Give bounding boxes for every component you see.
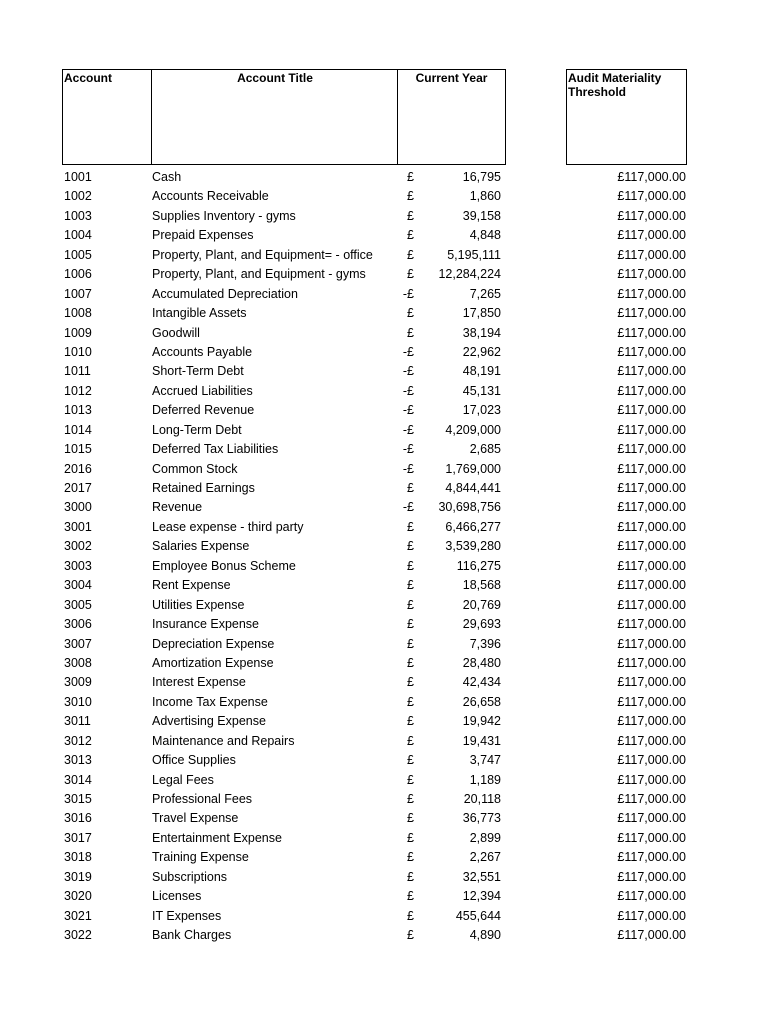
- header-materiality-cell[interactable]: [566, 69, 687, 165]
- account-title-cell[interactable]: Licenses: [152, 889, 202, 904]
- account-cell[interactable]: 2017: [64, 481, 92, 495]
- table-row[interactable]: [0, 789, 768, 808]
- table-row[interactable]: [0, 847, 768, 866]
- account-title-cell[interactable]: Accrued Liabilities: [152, 383, 253, 398]
- current-year-amount-cell[interactable]: 2,899: [469, 830, 501, 845]
- account-cell[interactable]: 3014: [64, 772, 92, 787]
- table-row[interactable]: [0, 439, 768, 458]
- table-row[interactable]: [0, 536, 768, 555]
- materiality-threshold-cell[interactable]: £117,000.00: [617, 403, 686, 418]
- materiality-threshold-cell[interactable]: £117,000.00: [617, 655, 686, 670]
- account-cell[interactable]: 3020: [64, 889, 92, 904]
- account-title-cell[interactable]: Property, Plant, and Equipment= - office: [152, 247, 373, 262]
- materiality-threshold-cell[interactable]: £117,000.00: [617, 792, 686, 806]
- table-row[interactable]: [0, 906, 768, 925]
- currency-sign-cell[interactable]: £: [407, 675, 414, 690]
- materiality-threshold-cell[interactable]: £117,000.00: [617, 364, 686, 379]
- current-year-amount-cell[interactable]: 1,769,000: [445, 461, 501, 476]
- table-row[interactable]: [0, 711, 768, 730]
- current-year-amount-cell[interactable]: 3,747: [469, 753, 501, 768]
- account-cell[interactable]: 3011: [64, 714, 91, 729]
- currency-sign-cell[interactable]: £: [407, 519, 414, 534]
- current-year-amount-cell[interactable]: 20,118: [463, 792, 501, 806]
- table-row[interactable]: [0, 517, 768, 536]
- materiality-threshold-cell[interactable]: £117,000.00: [617, 306, 686, 321]
- account-title-cell[interactable]: Employee Bonus Scheme: [152, 558, 296, 573]
- table-row[interactable]: [0, 459, 768, 478]
- currency-sign-cell[interactable]: -£: [402, 461, 414, 476]
- current-year-amount-cell[interactable]: 29,693: [462, 617, 501, 632]
- account-title-cell[interactable]: Salaries Expense: [152, 539, 250, 554]
- account-cell[interactable]: 1004: [64, 228, 92, 243]
- currency-sign-cell[interactable]: £: [407, 636, 414, 651]
- account-cell[interactable]: 2016: [64, 461, 92, 476]
- header-materiality-label: Audit Materiality Threshold: [568, 71, 662, 99]
- account-cell[interactable]: 1010: [64, 344, 92, 359]
- materiality-threshold-cell[interactable]: £117,000.00: [617, 850, 686, 865]
- materiality-threshold-cell[interactable]: £117,000.00: [617, 889, 686, 904]
- currency-sign-cell[interactable]: £: [407, 694, 414, 709]
- currency-sign-cell[interactable]: £: [407, 208, 414, 223]
- account-cell[interactable]: 1005: [64, 247, 92, 262]
- account-title-cell[interactable]: Deferred Tax Liabilities: [152, 442, 279, 457]
- table-row[interactable]: [0, 497, 768, 516]
- currency-sign-cell[interactable]: £: [407, 830, 414, 845]
- current-year-amount-cell[interactable]: 2,685: [469, 442, 501, 457]
- currency-sign-cell[interactable]: £: [407, 655, 414, 670]
- table-row[interactable]: [0, 303, 768, 322]
- materiality-threshold-cell[interactable]: £117,000.00: [617, 325, 686, 340]
- account-cell[interactable]: 3017: [64, 830, 92, 845]
- current-year-amount-cell[interactable]: 5,195,111: [447, 247, 501, 262]
- account-cell[interactable]: 3015: [64, 792, 92, 806]
- table-row[interactable]: [0, 381, 768, 400]
- current-year-amount-cell[interactable]: 28,480: [462, 655, 501, 670]
- current-year-amount-cell[interactable]: 7,265: [469, 286, 501, 301]
- currency-sign-cell[interactable]: £: [407, 772, 414, 787]
- account-cell[interactable]: 3008: [64, 655, 92, 670]
- current-year-amount-cell[interactable]: 26,658: [462, 694, 501, 709]
- current-year-amount-cell[interactable]: 32,551: [462, 869, 501, 884]
- materiality-threshold-cell[interactable]: £117,000.00: [617, 383, 686, 398]
- current-year-amount-cell[interactable]: 455,644: [455, 908, 501, 923]
- account-cell[interactable]: 1011: [64, 364, 91, 379]
- materiality-threshold-cell[interactable]: £117,000.00: [617, 422, 686, 437]
- current-year-amount-cell[interactable]: 4,890: [469, 928, 501, 943]
- table-row[interactable]: [0, 186, 768, 205]
- account-cell[interactable]: 3000: [64, 500, 92, 515]
- account-title-cell[interactable]: Travel Expense: [152, 811, 239, 826]
- materiality-threshold-cell[interactable]: £117,000.00: [617, 869, 686, 884]
- account-title-cell[interactable]: Legal Fees: [152, 772, 214, 787]
- account-title-cell[interactable]: Insurance Expense: [152, 617, 260, 632]
- account-cell[interactable]: 3012: [64, 733, 92, 748]
- materiality-threshold-cell[interactable]: £117,000.00: [617, 908, 686, 923]
- account-cell[interactable]: 3006: [64, 617, 92, 632]
- account-cell[interactable]: 1009: [64, 325, 92, 340]
- account-cell[interactable]: 3007: [64, 636, 92, 651]
- current-year-amount-cell[interactable]: 39,158: [462, 208, 501, 223]
- account-title-cell[interactable]: Bank Charges: [152, 928, 232, 943]
- materiality-threshold-cell[interactable]: £117,000.00: [617, 558, 686, 573]
- ledger-rows: [0, 167, 768, 945]
- table-row[interactable]: [0, 575, 768, 594]
- current-year-amount-cell[interactable]: 1,860: [469, 189, 501, 204]
- account-cell[interactable]: 3018: [64, 850, 92, 865]
- materiality-threshold-cell[interactable]: £117,000.00: [617, 694, 686, 709]
- table-row[interactable]: [0, 420, 768, 439]
- table-row[interactable]: [0, 925, 768, 944]
- account-title-cell[interactable]: Lease expense - third party: [152, 519, 304, 534]
- account-title-cell[interactable]: Amortization Expense: [152, 655, 274, 670]
- account-title-cell[interactable]: Training Expense: [152, 850, 249, 865]
- account-cell[interactable]: 3005: [64, 597, 92, 612]
- currency-sign-cell[interactable]: £: [407, 714, 414, 729]
- header-current-year-cell[interactable]: [397, 69, 506, 165]
- account-cell[interactable]: 1007: [64, 286, 92, 301]
- account-cell[interactable]: 3013: [64, 753, 92, 768]
- materiality-threshold-cell[interactable]: £117,000.00: [617, 461, 686, 476]
- current-year-amount-cell[interactable]: 20,769: [462, 597, 501, 612]
- materiality-threshold-cell[interactable]: £117,000.00: [617, 189, 686, 204]
- account-title-cell[interactable]: Interest Expense: [152, 675, 246, 690]
- materiality-threshold-cell[interactable]: £117,000.00: [617, 500, 686, 515]
- current-year-amount-cell[interactable]: 36,773: [462, 811, 501, 826]
- current-year-amount-cell[interactable]: 6,466,277: [445, 519, 501, 534]
- account-title-cell[interactable]: Income Tax Expense: [152, 694, 268, 709]
- current-year-amount-cell[interactable]: 38,194: [462, 325, 501, 340]
- table-row[interactable]: [0, 692, 768, 711]
- materiality-threshold-cell[interactable]: £117,000.00: [617, 928, 686, 943]
- header-title-cell[interactable]: [151, 69, 398, 165]
- header-current-year-label: Current Year: [415, 71, 488, 85]
- materiality-threshold-cell[interactable]: £117,000.00: [617, 636, 686, 651]
- currency-sign-cell[interactable]: £: [407, 733, 414, 748]
- table-row[interactable]: [0, 284, 768, 303]
- materiality-threshold-cell[interactable]: £117,000.00: [617, 481, 686, 495]
- account-title-cell[interactable]: Long-Term Debt: [152, 422, 242, 437]
- account-cell[interactable]: 1002: [64, 189, 92, 204]
- current-year-amount-cell[interactable]: 22,962: [462, 344, 501, 359]
- table-row[interactable]: [0, 225, 768, 244]
- table-row[interactable]: [0, 264, 768, 283]
- account-cell[interactable]: 1013: [64, 403, 92, 418]
- account-cell[interactable]: 3021: [64, 908, 92, 923]
- account-title-cell[interactable]: Accounts Payable: [152, 344, 253, 359]
- table-row[interactable]: [0, 361, 768, 380]
- materiality-threshold-cell[interactable]: £117,000.00: [617, 247, 686, 262]
- header-account-label: Account: [64, 71, 112, 85]
- account-cell[interactable]: 1014: [64, 422, 92, 437]
- account-title-cell[interactable]: Intangible Assets: [152, 306, 247, 321]
- account-cell[interactable]: 3016: [64, 811, 92, 826]
- current-year-amount-cell[interactable]: 2,267: [469, 850, 501, 865]
- materiality-threshold-cell[interactable]: £117,000.00: [617, 170, 686, 184]
- current-year-amount-cell[interactable]: 42,434: [462, 675, 501, 690]
- account-title-cell[interactable]: Maintenance and Repairs: [152, 733, 295, 748]
- account-title-cell[interactable]: Common Stock: [152, 461, 238, 476]
- current-year-amount-cell[interactable]: 4,848: [469, 228, 501, 243]
- materiality-threshold-cell[interactable]: £117,000.00: [617, 617, 686, 632]
- account-cell[interactable]: 3009: [64, 675, 92, 690]
- account-title-cell[interactable]: Goodwill: [152, 325, 200, 340]
- currency-sign-cell[interactable]: -£: [402, 286, 414, 301]
- account-cell[interactable]: 1003: [64, 208, 92, 223]
- current-year-amount-cell[interactable]: 19,942: [462, 714, 501, 729]
- currency-sign-cell[interactable]: -£: [402, 403, 414, 418]
- account-cell[interactable]: 3003: [64, 558, 92, 573]
- current-year-amount-cell[interactable]: 12,284,224: [438, 267, 501, 282]
- materiality-threshold-cell[interactable]: £117,000.00: [617, 519, 686, 534]
- current-year-amount-cell[interactable]: 30,698,756: [438, 500, 501, 515]
- materiality-threshold-cell[interactable]: £117,000.00: [617, 675, 686, 690]
- currency-sign-cell[interactable]: £: [407, 908, 414, 923]
- table-row[interactable]: [0, 672, 768, 691]
- currency-sign-cell[interactable]: £: [407, 539, 414, 554]
- account-title-cell[interactable]: Accounts Receivable: [152, 189, 269, 204]
- current-year-amount-cell[interactable]: 16,795: [462, 170, 501, 184]
- account-title-cell[interactable]: Advertising Expense: [152, 714, 266, 729]
- account-title-cell[interactable]: Utilities Expense: [152, 597, 245, 612]
- account-title-cell[interactable]: Office Supplies: [152, 753, 236, 768]
- table-row[interactable]: [0, 595, 768, 614]
- account-title-cell[interactable]: Deferred Revenue: [152, 403, 255, 418]
- currency-sign-cell[interactable]: £: [407, 578, 414, 593]
- account-cell[interactable]: 1008: [64, 306, 92, 321]
- table-row[interactable]: [0, 770, 768, 789]
- currency-sign-cell[interactable]: £: [407, 792, 414, 806]
- table-row[interactable]: [0, 323, 768, 342]
- table-row[interactable]: [0, 478, 768, 497]
- account-title-cell[interactable]: Rent Expense: [152, 578, 231, 593]
- header-account-cell[interactable]: [62, 69, 152, 165]
- table-row[interactable]: [0, 400, 768, 419]
- table-row[interactable]: [0, 614, 768, 633]
- table-row[interactable]: [0, 886, 768, 905]
- currency-sign-cell[interactable]: -£: [402, 383, 414, 398]
- currency-sign-cell[interactable]: £: [407, 481, 414, 495]
- account-title-cell[interactable]: Depreciation Expense: [152, 636, 275, 651]
- materiality-threshold-cell[interactable]: £117,000.00: [617, 539, 686, 554]
- account-title-cell[interactable]: Short-Term Debt: [152, 364, 244, 379]
- currency-sign-cell[interactable]: £: [407, 247, 414, 262]
- account-title-cell[interactable]: Cash: [152, 170, 182, 184]
- account-title-cell[interactable]: Supplies Inventory - gyms: [152, 208, 296, 223]
- account-cell[interactable]: 3022: [64, 928, 92, 943]
- table-row[interactable]: [0, 245, 768, 264]
- currency-sign-cell[interactable]: £: [407, 811, 414, 826]
- current-year-amount-cell[interactable]: 18,568: [462, 578, 501, 593]
- table-row[interactable]: [0, 342, 768, 361]
- materiality-threshold-cell[interactable]: £117,000.00: [617, 344, 686, 359]
- currency-sign-cell[interactable]: £: [407, 869, 414, 884]
- currency-sign-cell[interactable]: £: [407, 306, 414, 321]
- materiality-threshold-cell[interactable]: £117,000.00: [617, 286, 686, 301]
- materiality-threshold-cell[interactable]: £117,000.00: [617, 597, 686, 612]
- currency-sign-cell[interactable]: £: [407, 850, 414, 865]
- account-cell[interactable]: 1006: [64, 267, 92, 282]
- currency-sign-cell[interactable]: £: [407, 617, 414, 632]
- currency-sign-cell[interactable]: £: [407, 325, 414, 340]
- account-title-cell[interactable]: IT Expenses: [152, 908, 222, 923]
- account-cell[interactable]: 1012: [64, 383, 92, 398]
- currency-sign-cell[interactable]: -£: [402, 364, 414, 379]
- account-title-cell[interactable]: Revenue: [152, 500, 203, 515]
- current-year-amount-cell[interactable]: 17,023: [462, 403, 501, 418]
- account-title-cell[interactable]: Subscriptions: [152, 869, 228, 884]
- current-year-amount-cell[interactable]: 17,850: [462, 306, 501, 321]
- currency-sign-cell[interactable]: £: [407, 753, 414, 768]
- currency-sign-cell[interactable]: £: [407, 558, 414, 573]
- materiality-threshold-cell[interactable]: £117,000.00: [617, 208, 686, 223]
- materiality-threshold-cell[interactable]: £117,000.00: [617, 811, 686, 826]
- materiality-threshold-cell[interactable]: £117,000.00: [617, 228, 686, 243]
- currency-sign-cell[interactable]: £: [407, 889, 414, 904]
- currency-sign-cell[interactable]: £: [407, 928, 414, 943]
- table-row[interactable]: [0, 828, 768, 847]
- currency-sign-cell[interactable]: £: [407, 228, 414, 243]
- account-title-cell[interactable]: Entertainment Expense: [152, 830, 282, 845]
- account-cell[interactable]: 3004: [64, 578, 92, 593]
- account-cell[interactable]: 3002: [64, 539, 92, 554]
- materiality-threshold-cell[interactable]: £117,000.00: [617, 830, 686, 845]
- table-row[interactable]: [0, 750, 768, 769]
- currency-sign-cell[interactable]: -£: [402, 344, 414, 359]
- current-year-amount-cell[interactable]: 19,431: [462, 733, 501, 748]
- account-cell[interactable]: 3019: [64, 869, 92, 884]
- current-year-amount-cell[interactable]: 116,275: [456, 558, 501, 573]
- table-row[interactable]: [0, 206, 768, 225]
- table-row[interactable]: [0, 867, 768, 886]
- current-year-amount-cell[interactable]: 3,539,280: [445, 539, 501, 554]
- account-title-cell[interactable]: Retained Earnings: [152, 481, 255, 495]
- current-year-amount-cell[interactable]: 4,844,441: [445, 481, 501, 495]
- current-year-amount-cell[interactable]: 48,191: [462, 364, 501, 379]
- current-year-amount-cell[interactable]: 4,209,000: [445, 422, 501, 437]
- materiality-threshold-cell[interactable]: £117,000.00: [617, 772, 686, 787]
- currency-sign-cell[interactable]: £: [407, 597, 414, 612]
- current-year-amount-cell[interactable]: 45,131: [462, 383, 501, 398]
- account-title-cell[interactable]: Prepaid Expenses: [152, 228, 254, 243]
- current-year-amount-cell[interactable]: 12,394: [462, 889, 501, 904]
- currency-sign-cell[interactable]: £: [407, 170, 414, 184]
- currency-sign-cell[interactable]: -£: [402, 442, 414, 457]
- materiality-threshold-cell[interactable]: £117,000.00: [617, 267, 686, 282]
- account-title-cell[interactable]: Accumulated Depreciation: [152, 286, 298, 301]
- current-year-amount-cell[interactable]: 7,396: [469, 636, 501, 651]
- table-row[interactable]: [0, 167, 768, 186]
- materiality-threshold-cell[interactable]: £117,000.00: [617, 442, 686, 457]
- currency-sign-cell[interactable]: £: [407, 267, 414, 282]
- materiality-threshold-cell[interactable]: £117,000.00: [617, 733, 686, 748]
- materiality-threshold-cell[interactable]: £117,000.00: [617, 753, 686, 768]
- table-row[interactable]: [0, 556, 768, 575]
- table-row[interactable]: [0, 653, 768, 672]
- table-row[interactable]: [0, 731, 768, 750]
- table-row[interactable]: [0, 808, 768, 827]
- header-title-label: Account Title: [237, 71, 313, 85]
- account-cell[interactable]: 1001: [64, 170, 92, 184]
- account-cell[interactable]: 1015: [64, 442, 92, 457]
- materiality-threshold-cell[interactable]: £117,000.00: [617, 578, 686, 593]
- current-year-amount-cell[interactable]: 1,189: [469, 772, 501, 787]
- currency-sign-cell[interactable]: -£: [402, 500, 414, 515]
- currency-sign-cell[interactable]: -£: [402, 422, 414, 437]
- account-cell[interactable]: 3001: [64, 519, 92, 534]
- table-row[interactable]: [0, 634, 768, 653]
- materiality-threshold-cell[interactable]: £117,000.00: [617, 714, 686, 729]
- account-title-cell[interactable]: Professional Fees: [152, 792, 253, 806]
- account-title-cell[interactable]: Property, Plant, and Equipment - gyms: [152, 267, 366, 282]
- currency-sign-cell[interactable]: £: [407, 189, 414, 204]
- account-cell[interactable]: 3010: [64, 694, 92, 709]
